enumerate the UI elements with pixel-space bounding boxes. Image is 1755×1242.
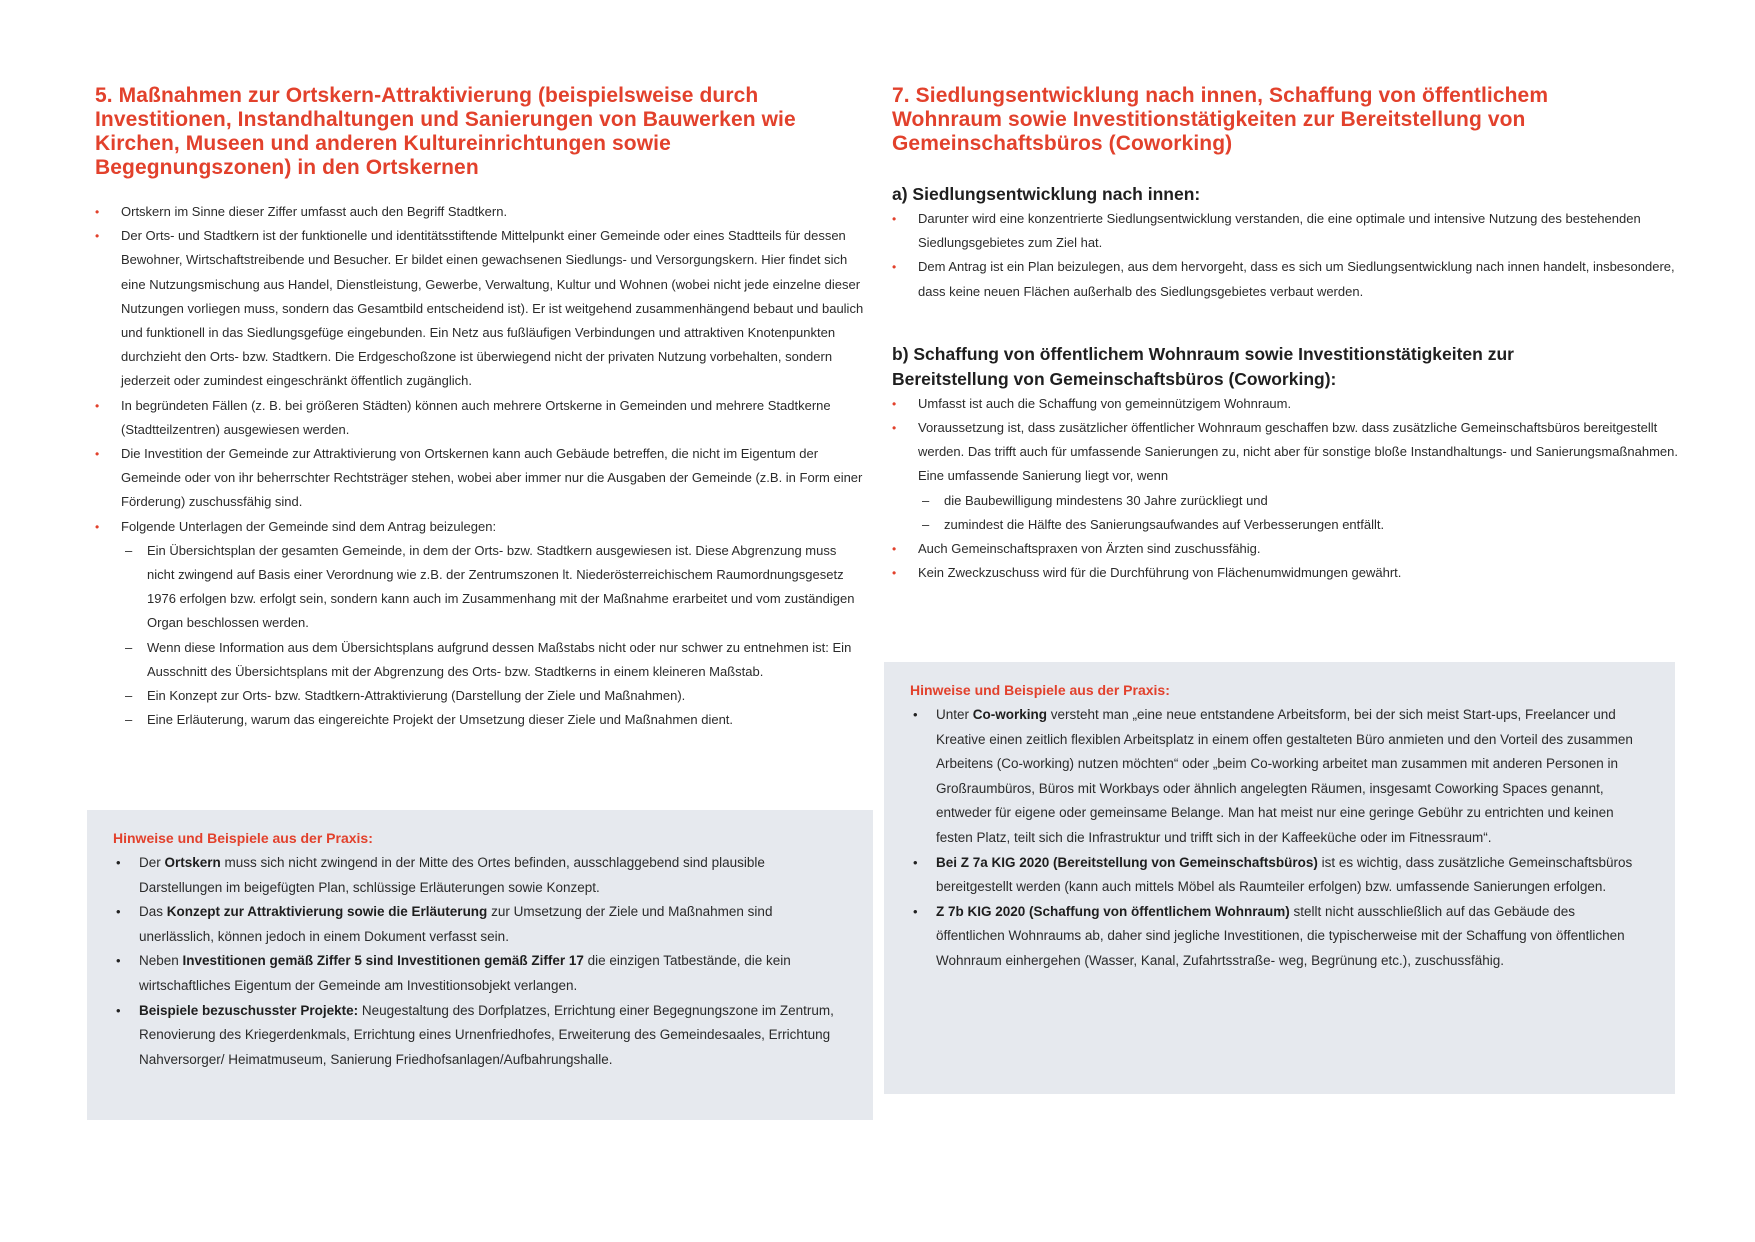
list-item: • Darunter wird eine konzentrierte Siedlungsentwicklung verstanden, die eine optimale und intensive Nutzung des bestehenden Siedlungsgebietes zum Ziel hat. — [892, 207, 1682, 255]
bold-text: Bei Z 7a KIG 2020 (Bereitstellung von Gemeinschaftsbüros) — [936, 854, 1318, 870]
left-column — [95, 84, 865, 1067]
list-item-text: Folgende Unterlagen der Gemeinde sind dem Antrag beizulegen: — [121, 518, 497, 534]
list-item: • Der Orts- und Stadtkern ist der funktionelle und identitätsstiftende Mittelpunkt einer Gemeinde oder eines Stadtteils für dessen Bewohner, Wirtschaftstreibende und Besucher. Er bildet einen gewachsenen Siedlungs- und Versorgungskern. Hier findet sich eine Nutzungsmischung aus Handel, Dienstleistung, Gewerbe, Verwaltung, Kultur und Wohnen (wobei nicht jede einzelne dieser Nutzungen vorliegen muss, sondern das Gesamtbild entscheidend ist). Er ist weitgehend zusammenhängend bebaut und baulich und funktionell in das Siedlungsgefüge eingebunden. Ein Netz aus fußläufigen Verbindungen und attraktiven Knotenpunkten durchzieht den Orts- bzw. Stadtkern. Die Erdgeschoßzone ist überwiegend nicht der privaten Nutzung vorbehalten, sondern jederzeit oder zumindest eingeschränkt öffentlich zugänglich. — [95, 224, 865, 393]
bold-text: Ortskern — [164, 855, 221, 870]
practice-hints-box — [87, 810, 873, 1120]
list-item: • Dem Antrag ist ein Plan beizulegen, aus dem hervorgeht, dass es sich um Siedlungsentwicklung nach innen handelt, insbesondere, dass keine neuen Flächen außerhalb des Siedlungsgebietes verbaut werden. — [892, 255, 1682, 303]
list-item: • In begründeten Fällen (z. B. bei größeren Städten) können auch mehrere Ortskerne in Gemeinden und mehrere Stadtkerne (Stadtteilzentren) ausgewiesen werden. — [95, 394, 865, 442]
section-7-title: 7. Siedlungsentwicklung nach innen, Schaffung von öffentlichem Wohnraum sowie Investitionstätigkeiten zur Bereitstellung von Gemeinschaftsbüros (Coworking) — [892, 84, 1549, 155]
list-item — [113, 999, 839, 1073]
renovation-sublist — [918, 489, 1682, 537]
sublist-item: – Wenn diese Information aus dem Übersichtsplans aufgrund dessen Maßstabs nicht oder nur schwer zu entnehmen ist: Ein Ausschnitt des Übersichtsplans mit der Abgrenzung des Orts- bzw. Stadtkerns in einem kleineren Maßstab. — [121, 636, 865, 684]
list-item — [113, 949, 839, 998]
bold-text: Konzept zur Attraktivierung sowie die Erläuterung — [166, 904, 488, 920]
list-item: • Kein Zweckzuschuss wird für die Durchführung von Flächenumwidmungen gewährt. — [892, 561, 1682, 585]
section-5-list — [95, 200, 865, 732]
text: muss sich nicht zwingend in der Mitte des Ortes befinden, ausschlaggebend sind plausible Darstellungen im beigefügten Plan, schlüssige Erläuterungen sowie Konzept. — [139, 855, 765, 895]
bold-text: Co-working — [972, 707, 1048, 722]
list-item — [910, 703, 1647, 851]
practice-hints-list — [113, 851, 839, 1072]
text: Der — [139, 855, 165, 870]
list-item: • Die Investition der Gemeinde zur Attraktivierung von Ortskernen kann auch Gebäude betreffen, die nicht im Eigentum der Gemeinde oder von ihr beherrschter Rechtsträger stehen, wobei aber immer nur die Ausgaben der Gemeinde (z.B. in Form einer Förderung) zuschussfähig sind. — [95, 442, 865, 515]
list-item — [113, 851, 839, 900]
list-item — [95, 515, 865, 733]
sublist-item: – Eine Erläuterung, warum das eingereichte Projekt der Umsetzung dieser Ziele und Maßnahmen dient. — [121, 708, 865, 732]
practice-hints-title: Hinweise und Beispiele aus der Praxis: — [113, 830, 373, 846]
text: Unter — [936, 707, 973, 722]
sublist-item: – zumindest die Hälfte des Sanierungsaufwandes auf Verbesserungen entfällt. — [918, 513, 1682, 537]
text: die einzigen Tatbestände, die kein wirtschaftliches Eigentum der Gemeinde am Investitionsobjekt verlangen. — [139, 953, 791, 993]
text: Das — [139, 904, 167, 920]
list-item-text: Voraussetzung ist, dass zusätzlicher öffentlicher Wohnraum geschaffen bzw. dass zusätzliche Gemeinschaftsbüros bereitgestellt werden. Das trifft auch für umfassende Sanierungen zu, nicht aber für sonstige bloße Instandhaltungs- und Sanierungsmaßnahmen. Eine umfassende Sanierung liegt vor, wenn — [918, 420, 1678, 484]
practice-hints-box — [884, 662, 1675, 1094]
text: Neugestaltung des Dorfplatzes, Errichtung einer Begegnungszone im Zentrum, Renovierung des Kriegerdenkmals, Errichtung eines Urnenfriedhofes, Erweiterung des Gemeindesaales, Errichtung Nahversorger/ Heimatmuseum, Sanierung Friedhofsanlagen/Aufbahrungshalle. — [139, 1002, 834, 1067]
subsection-a-title: a) Siedlungsentwicklung nach innen: — [892, 184, 1201, 204]
bold-text: Z 7b KIG 2020 (Schaffung von öffentlichem Wohnraum) — [936, 903, 1290, 919]
list-item — [910, 851, 1647, 900]
text: ist es wichtig, dass zusätzliche Gemeinschaftsbüros bereitgestellt werden (kann auch mittels Möbel als Raumteiler erfolgen) bzw. umfassende Sanierungen erfolgen. — [936, 854, 1633, 895]
documents-sublist — [121, 539, 865, 733]
list-item: • Umfasst ist auch die Schaffung von gemeinnützigem Wohnraum. — [892, 392, 1682, 416]
list-item: • Auch Gemeinschaftspraxen von Ärzten sind zuschussfähig. — [892, 537, 1682, 561]
sublist-item: – die Baubewilligung mindestens 30 Jahre zurückliegt und — [918, 489, 1682, 513]
list-item — [113, 900, 839, 949]
subsection-b-title: b) Schaffung von öffentlichem Wohnraum sowie Investitionstätigkeiten zur Bereitstellung von Gemeinschaftsbüros (Coworking): — [892, 343, 1514, 389]
practice-hints-list — [910, 703, 1647, 974]
practice-hints-title: Hinweise und Beispiele aus der Praxis: — [910, 682, 1170, 698]
bold-text: Beispiele bezuschusster Projekte: — [139, 1002, 359, 1018]
sublist-item: – Ein Übersichtsplan der gesamten Gemeinde, in dem der Orts- bzw. Stadtkern ausgewiesen ist. Diese Abgrenzung muss nicht zwingend auf Basis einer Verordnung wie z.B. der Zentrumszonen lt. Niederösterreichischem Raumordnungsgesetz 1976 erfolgen bzw. erfolgt sein, sondern kann auch im Zusammenhang mit der Maßnahme erarbeitet und vom zuständigen Organ beschlossen werden. — [121, 539, 865, 636]
subsection-b-list — [892, 392, 1682, 586]
right-column — [892, 84, 1682, 968]
text: zur Umsetzung der Ziele und Maßnahmen sind unerlässlich, können jedoch in einem Dokument verfasst sein. — [139, 904, 773, 944]
sublist-item: – Ein Konzept zur Orts- bzw. Stadtkern-Attraktivierung (Darstellung der Ziele und Maßnahmen). — [121, 684, 865, 708]
text: stellt nicht ausschließlich auf das Gebäude des öffentlichen Wohnraums ab, daher sind jegliche Investitionen, die typischerweise mit der Schaffung von öffentlichen Wohnraum einhergehen (Wasser, Kanal, Zufahrtsstraße- weg, Begrünung etc.), zuschussfähig. — [936, 903, 1625, 968]
text: versteht man „eine neue entstandene Arbeitsform, bei der sich meist Start-ups, Freelancer und Kreative einen zeitlich flexiblen Arbeitsplatz in einem offen gestalteten Büro anmieten und den Vorteil des zusammen Arbeitens (Co-working) nutzen möchten“ oder „beim Co-working arbeitet man zusammen mit anderen Personen in Großraumbüros, Büros mit Workbays oder ähnlich angelegten Räumen, insgesamt Coworking Spaces genannt, entweder für eigene oder gemeinsame Belange. Man hat meist nur eine geringe Gebühr zu entrichten und keinen festen Platz, teilt sich die Infrastruktur und trifft sich in der Kaffeeküche oder im Fitnessraum“. — [936, 707, 1633, 845]
bold-text: Investitionen gemäß Ziffer 5 sind Investitionen gemäß Ziffer 17 — [182, 953, 584, 969]
section-5-title: 5. Maßnahmen zur Ortskern-Attraktivierung (beispielsweise durch Investitionen, Instandhaltungen und Sanierungen von Bauwerken wie Kirchen, Museen und anderen Kultureinrichtungen sowie Begegnungszonen) in den Ortskernen — [95, 84, 796, 179]
list-item: • Ortskern im Sinne dieser Ziffer umfasst auch den Begriff Stadtkern. — [95, 200, 865, 224]
subsection-a-list — [892, 207, 1682, 304]
list-item — [910, 900, 1647, 974]
list-item — [892, 416, 1682, 537]
text: Neben — [139, 953, 183, 969]
